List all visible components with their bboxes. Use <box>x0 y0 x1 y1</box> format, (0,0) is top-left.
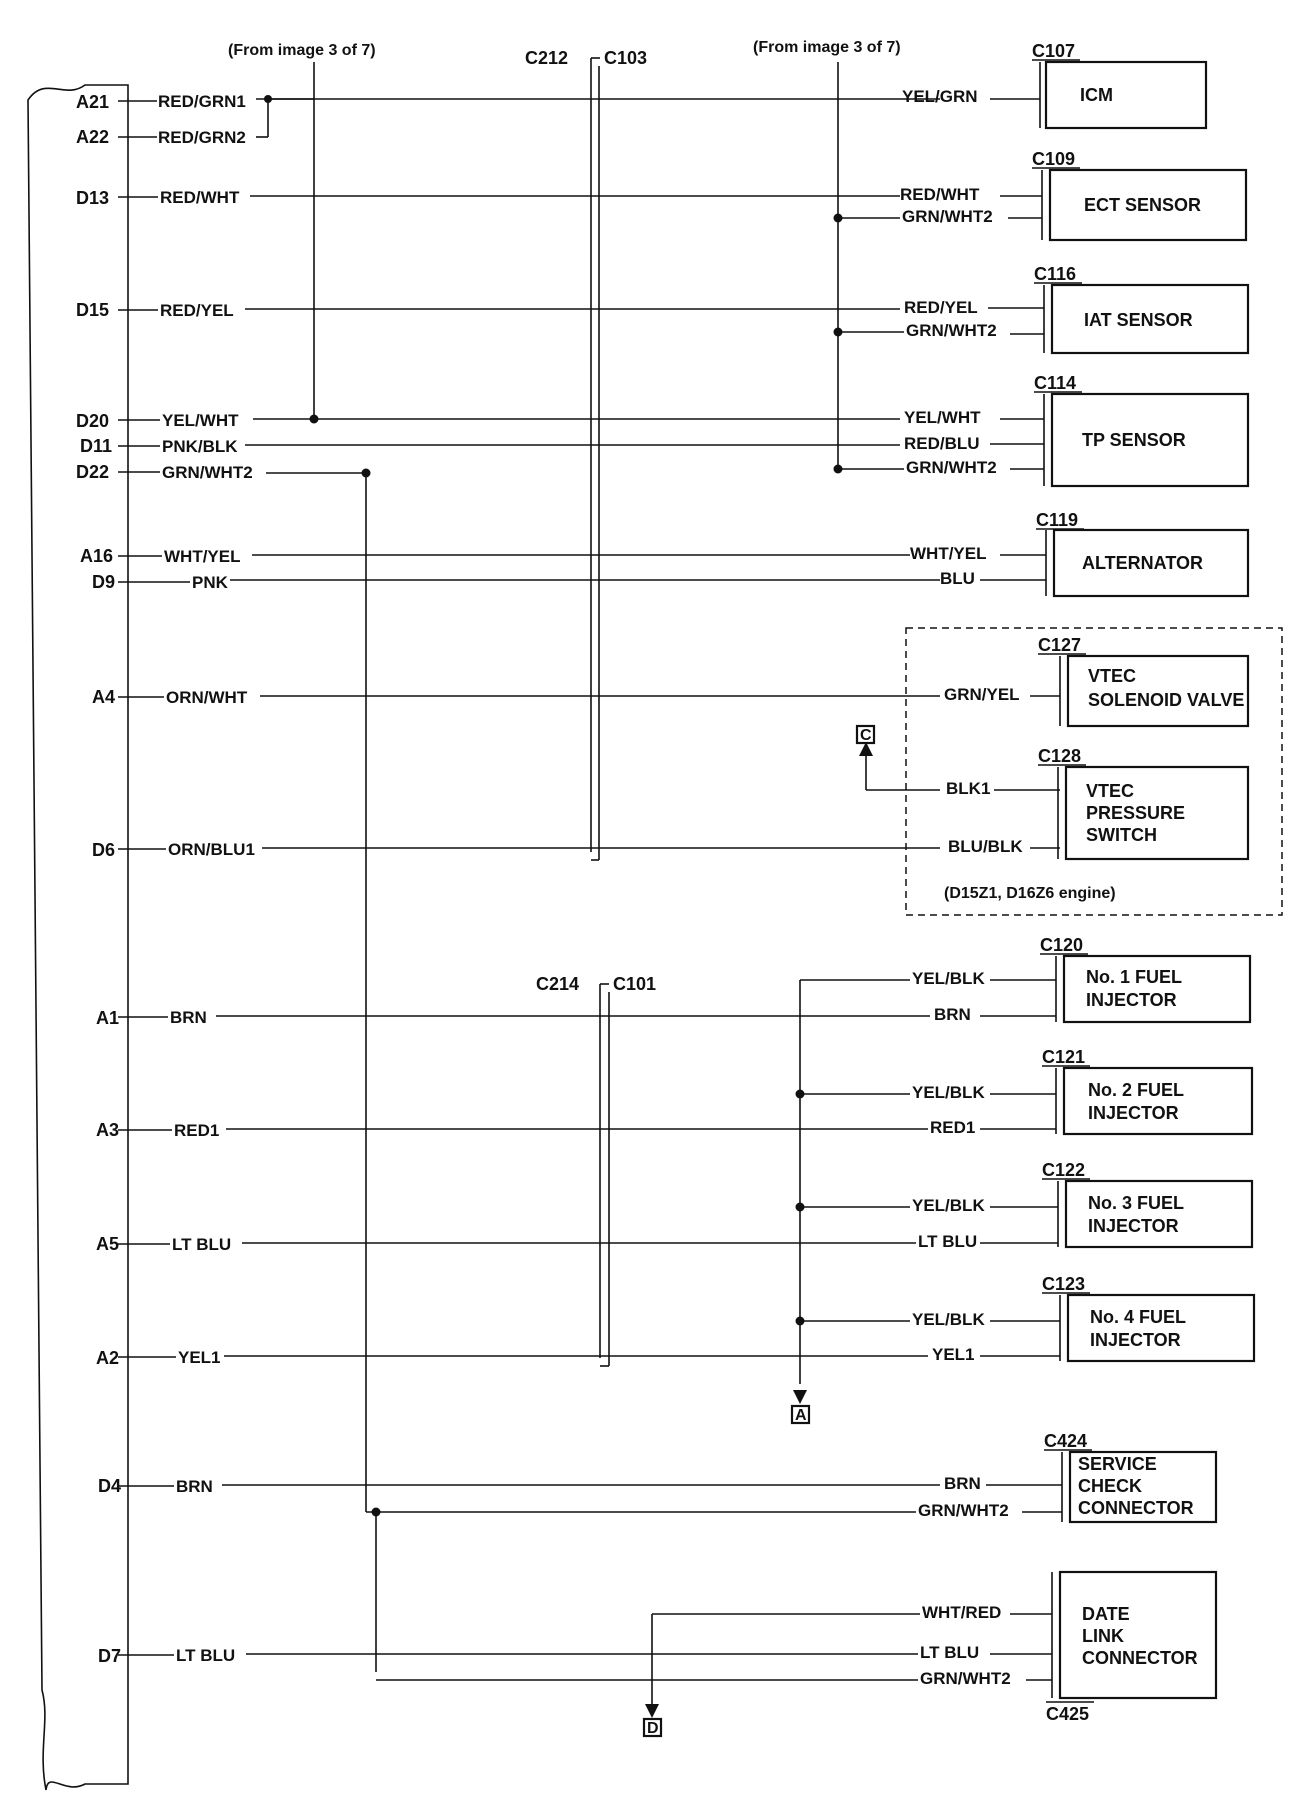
svg-text:A16: A16 <box>80 546 114 566</box>
component-alternator <box>1036 510 1248 596</box>
svg-text:BLK1: BLK1 <box>946 779 991 798</box>
svg-text:D4: D4 <box>98 1476 122 1496</box>
svg-text:C107: C107 <box>1032 41 1076 61</box>
svg-text:A22: A22 <box>76 127 110 147</box>
component-iat-sensor <box>1034 264 1248 353</box>
svg-text:INJECTOR: INJECTOR <box>1088 1216 1179 1236</box>
svg-text:DATE: DATE <box>1082 1604 1130 1624</box>
component-tp-sensor <box>1034 373 1248 486</box>
svg-text:C: C <box>860 727 872 744</box>
svg-text:No. 4 FUEL: No. 4 FUEL <box>1090 1307 1187 1327</box>
svg-text:BRN: BRN <box>176 1477 213 1496</box>
svg-text:C101: C101 <box>613 974 657 994</box>
svg-text:CONNECTOR: CONNECTOR <box>1078 1498 1194 1518</box>
svg-text:BLU: BLU <box>940 569 975 588</box>
svg-text:GRN/WHT2: GRN/WHT2 <box>162 463 253 482</box>
svg-text:C103: C103 <box>604 48 648 68</box>
svg-text:GRN/WHT2: GRN/WHT2 <box>920 1669 1011 1688</box>
svg-text:INJECTOR: INJECTOR <box>1090 1330 1181 1350</box>
svg-text:PNK/BLK: PNK/BLK <box>162 437 238 456</box>
component-injector-3 <box>1042 1160 1252 1247</box>
svg-text:YEL1: YEL1 <box>178 1348 221 1367</box>
svg-text:YEL/BLK: YEL/BLK <box>912 1083 985 1102</box>
svg-text:D15: D15 <box>76 300 110 320</box>
svg-text:A3: A3 <box>96 1120 120 1140</box>
svg-text:C128: C128 <box>1038 746 1082 766</box>
svg-text:D13: D13 <box>76 188 110 208</box>
svg-text:RED/YEL: RED/YEL <box>904 298 978 317</box>
svg-text:D22: D22 <box>76 462 110 482</box>
svg-text:TP SENSOR: TP SENSOR <box>1082 430 1186 450</box>
svg-text:YEL/GRN: YEL/GRN <box>902 87 978 106</box>
svg-text:SWITCH: SWITCH <box>1086 825 1157 845</box>
svg-text:RED/GRN1: RED/GRN1 <box>158 92 246 111</box>
wire-vtec-ps-blk <box>857 726 1060 798</box>
wire-d22 <box>76 462 371 482</box>
svg-text:C119: C119 <box>1036 510 1079 530</box>
svg-text:C122: C122 <box>1042 1160 1086 1180</box>
component-ect-sensor <box>1032 149 1246 240</box>
svg-text:WHT/YEL: WHT/YEL <box>164 547 241 566</box>
svg-text:CONNECTOR: CONNECTOR <box>1082 1648 1198 1668</box>
svg-text:RED/WHT: RED/WHT <box>160 188 240 207</box>
component-icm <box>1032 41 1206 128</box>
from-note-left: (From image 3 of 7) <box>228 42 376 59</box>
svg-text:RED1: RED1 <box>174 1121 220 1140</box>
svg-text:RED/YEL: RED/YEL <box>160 301 234 320</box>
svg-text:RED/WHT: RED/WHT <box>900 185 980 204</box>
svg-text:D: D <box>647 1720 659 1737</box>
svg-text:A1: A1 <box>96 1008 120 1028</box>
svg-text:D11: D11 <box>80 436 113 456</box>
wire-dlc <box>376 1603 1052 1737</box>
svg-text:C123: C123 <box>1042 1274 1086 1294</box>
svg-text:BRN: BRN <box>170 1008 207 1027</box>
svg-text:ORN/BLU1: ORN/BLU1 <box>168 840 255 859</box>
svg-text:SOLENOID VALVE: SOLENOID VALVE <box>1088 690 1245 710</box>
wire-d6 <box>92 837 1023 860</box>
wire-d9 <box>92 569 975 592</box>
svg-text:ICM: ICM <box>1080 85 1113 105</box>
svg-text:A5: A5 <box>96 1234 120 1254</box>
svg-text:YEL/BLK: YEL/BLK <box>912 1310 985 1329</box>
svg-text:VTEC: VTEC <box>1086 781 1135 801</box>
svg-text:PNK: PNK <box>192 573 228 592</box>
component-injector-2 <box>1042 1047 1252 1134</box>
svg-text:C127: C127 <box>1038 635 1082 655</box>
wire-a2 <box>96 1345 975 1368</box>
wire-a16 <box>80 544 987 566</box>
svg-text:INJECTOR: INJECTOR <box>1086 990 1177 1010</box>
from-note-right: (From image 3 of 7) <box>753 39 901 56</box>
svg-text:C424: C424 <box>1044 1431 1088 1451</box>
wire-d4 <box>98 1474 981 1496</box>
svg-text:BRN: BRN <box>934 1005 971 1024</box>
svg-text:LT BLU: LT BLU <box>172 1235 232 1254</box>
svg-text:C109: C109 <box>1032 149 1076 169</box>
wire-a5 <box>96 1232 977 1254</box>
svg-text:YEL/WHT: YEL/WHT <box>162 411 239 430</box>
wire-d20 <box>76 408 981 431</box>
svg-text:No. 2 FUEL: No. 2 FUEL <box>1088 1080 1185 1100</box>
svg-text:SERVICE: SERVICE <box>1078 1454 1157 1474</box>
svg-text:LT BLU: LT BLU <box>918 1232 978 1251</box>
svg-text:RED/BLU: RED/BLU <box>904 434 980 453</box>
svg-text:RED/GRN2: RED/GRN2 <box>158 128 246 147</box>
svg-text:C114: C114 <box>1034 373 1077 393</box>
svg-text:LT BLU: LT BLU <box>920 1643 980 1662</box>
svg-text:YEL/WHT: YEL/WHT <box>904 408 981 427</box>
svg-text:PRESSURE: PRESSURE <box>1086 803 1186 823</box>
engine-note: (D15Z1, D16Z6 engine) <box>944 885 1116 902</box>
svg-text:A2: A2 <box>96 1348 120 1368</box>
svg-text:A4: A4 <box>92 687 116 707</box>
svg-text:A21: A21 <box>76 92 110 112</box>
svg-text:C120: C120 <box>1040 935 1084 955</box>
svg-text:ECT SENSOR: ECT SENSOR <box>1084 195 1202 215</box>
component-injector-4 <box>1042 1274 1254 1361</box>
svg-text:LT BLU: LT BLU <box>176 1646 236 1665</box>
svg-text:ORN/WHT: ORN/WHT <box>166 688 248 707</box>
wire-a21 <box>76 87 978 112</box>
svg-text:A: A <box>795 1407 807 1424</box>
component-injector-1 <box>1040 935 1250 1022</box>
svg-text:INJECTOR: INJECTOR <box>1088 1103 1179 1123</box>
svg-text:CHECK: CHECK <box>1078 1476 1143 1496</box>
svg-text:No. 3 FUEL: No. 3 FUEL <box>1088 1193 1185 1213</box>
ecm-body <box>28 85 128 1790</box>
svg-text:YEL/BLK: YEL/BLK <box>912 969 985 988</box>
svg-text:YEL/BLK: YEL/BLK <box>912 1196 985 1215</box>
svg-text:C121: C121 <box>1042 1047 1086 1067</box>
component-vtec-solenoid <box>1038 635 1248 726</box>
component-service-check-connector <box>1044 1431 1216 1522</box>
wire-d15 <box>76 298 978 320</box>
component-vtec-pressure-switch <box>1038 746 1248 859</box>
svg-text:YEL1: YEL1 <box>932 1345 975 1364</box>
wire-d7 <box>98 1643 979 1666</box>
svg-text:C425: C425 <box>1046 1704 1090 1724</box>
svg-text:D20: D20 <box>76 411 110 431</box>
svg-text:C214: C214 <box>536 974 580 994</box>
component-data-link-connector <box>1046 1572 1216 1724</box>
svg-text:C212: C212 <box>525 48 569 68</box>
svg-text:GRN/WHT2: GRN/WHT2 <box>906 458 997 477</box>
wire-a1 <box>96 1005 971 1028</box>
svg-text:No. 1 FUEL: No. 1 FUEL <box>1086 967 1183 987</box>
svg-text:D6: D6 <box>92 840 116 860</box>
svg-text:GRN/WHT2: GRN/WHT2 <box>918 1501 1009 1520</box>
svg-text:GRN/WHT2: GRN/WHT2 <box>902 207 993 226</box>
svg-text:BLU/BLK: BLU/BLK <box>948 837 1023 856</box>
svg-text:RED1: RED1 <box>930 1118 976 1137</box>
svg-text:D7: D7 <box>98 1646 122 1666</box>
svg-text:BRN: BRN <box>944 1474 981 1493</box>
svg-text:D9: D9 <box>92 572 116 592</box>
svg-text:LINK: LINK <box>1082 1626 1124 1646</box>
wire-a3 <box>96 1118 975 1140</box>
svg-text:GRN/YEL: GRN/YEL <box>944 685 1020 704</box>
svg-text:C116: C116 <box>1034 264 1077 284</box>
svg-text:GRN/WHT2: GRN/WHT2 <box>906 321 997 340</box>
wire-d11 <box>80 434 980 456</box>
inline-connector-c212-c103 <box>525 48 647 860</box>
wire-d13 <box>76 185 980 208</box>
inline-connector-c214-c101 <box>536 974 656 1366</box>
svg-text:WHT/YEL: WHT/YEL <box>910 544 987 563</box>
svg-text:IAT SENSOR: IAT SENSOR <box>1084 310 1193 330</box>
svg-text:ALTERNATOR: ALTERNATOR <box>1082 553 1203 573</box>
svg-text:WHT/RED: WHT/RED <box>922 1603 1002 1622</box>
svg-text:VTEC: VTEC <box>1088 666 1137 686</box>
wire-a4 <box>92 685 1020 707</box>
